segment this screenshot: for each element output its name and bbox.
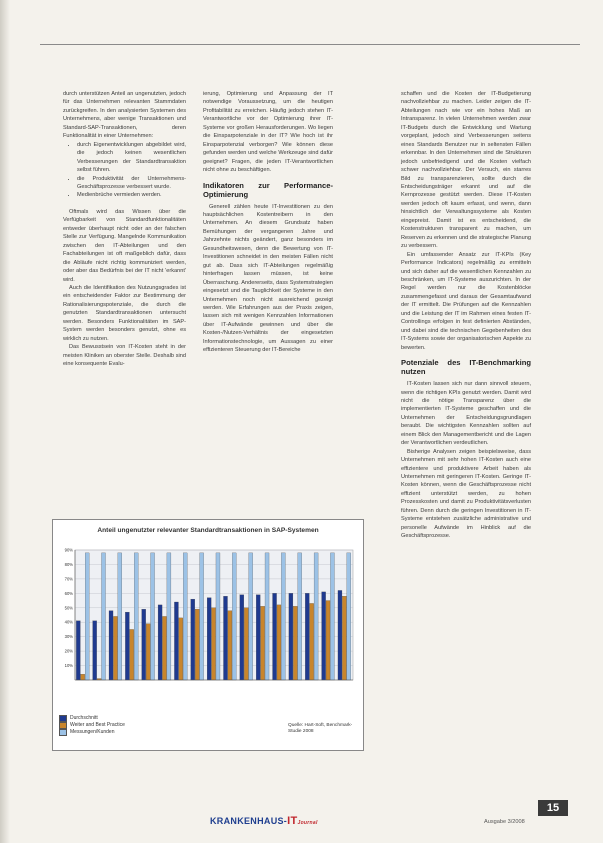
legend-label: Messungen/Kunden [70,729,115,735]
bar [338,590,342,680]
bar [347,553,351,680]
bar [256,595,260,680]
paragraph: Ein umfassender Ansatz zur IT-KPIs (Key Performance Indicators) regelmäßig zu ermitteln und sich daher auf die wesentlichen Kennzahlen zu beschränken, um IT-Systeme auszurichten. In der Regel werden nur die Kostenblöcke zusammengefasst und daraus der Gesamtaufwand der IT ermittelt. Die Prüfungen auf die Kennzahlen und die Leistung der IT im Rahmen eines festen IT-Controllings erfolgen in fest definierten Abständen, und dabei sind die technischen Gegebenheiten des IT-Systems sowie der organisatorischen Aspekte zu bewerten. [401,251,531,351]
logo-sub: Journal [297,820,318,826]
bar [130,629,134,680]
bar [265,553,269,680]
chart-legend [59,715,125,736]
bar [240,595,244,680]
bar [289,593,293,680]
bullet-item: • die Produktivität der Unternehmens-Geschäftsprozesse verbessert wurde. [77,175,186,192]
paragraph: ierung, Optimierung und Anpassung der IT notwendige Voraussetzung, um die heutigen Profitabilität zu erreichen. Häufig jedoch stehen IT-Verantwortliche vor der Optimierung ihrer IT-Systeme vor großen Herausforderungen. Wo liegen die Einsparpotenziale in der IT? Wie hoch ist ihr Einsparpotenzial verborgen? Wie können diese gefunden werden und welche Werkzeuge sind dafür geeignet? Fragen, die jeden IT-Verantwortlichen nicht ohne zu beschäftigen. [203,91,333,174]
bullet-item: • Medienbrüche vermieden werden. [77,191,186,199]
text-column-left [63,90,186,500]
text-column-middle [203,90,333,510]
section-heading: Potenziale des IT-Benchmarking nutzen [401,358,531,377]
bar [322,592,326,680]
bar [261,606,265,680]
bar [125,612,129,680]
legend-swatch [59,729,67,736]
bar [146,624,150,680]
bar [281,553,285,680]
bar [249,553,253,680]
bar [142,609,146,680]
bullet-list [63,141,186,200]
legend-entry [59,729,125,736]
bar [342,596,346,680]
header-rule [40,44,580,45]
bar [113,616,117,680]
bar [174,602,178,680]
bar [314,553,318,680]
y-tick-label: 90% [64,547,73,553]
y-tick-label: 10% [64,663,73,669]
paragraph: Bisherige Analysen zeigen beispielsweise, dass Unternehmen mit sehr hohen IT-Kosten auch eine effizientere und produktivere Arbeit haben als Unternehmen mit geringeren IT-Kosten. Geringe IT-Kosten können, wenn die Geschäftsprozesse nicht effizient unterstützt werden, zu hohen Prozesskosten und damit zu Produktivitätsverlusten führen. Denn durch die geringen Investitionen in IT-Systeme entstehen zusätzliche administrative und personelle Aufwände im Hinblick auf die Geschäftsprozesse. [401,448,531,540]
bar [101,553,105,680]
bar [310,603,314,680]
bar [93,621,97,680]
bar [273,593,277,680]
magazine-logo [210,815,318,827]
bar [298,553,302,680]
y-tick-label: 50% [64,605,73,611]
y-tick-label: 60% [64,590,73,596]
bar [162,616,166,680]
bar [179,618,183,680]
bar [151,553,155,680]
bullet-item: • durch Eigenentwicklungen abgebildet wird, die jedoch keinen wesentlichen Verbesserungen der Standardtransaktion selbst führen. [77,141,186,175]
bar [223,596,227,680]
bar [293,606,297,680]
legend-swatch [59,715,67,722]
issue-label: Ausgabe 3/2008 [484,819,525,825]
bar [76,621,80,680]
bar [109,611,113,680]
bar [228,611,232,680]
logo-it: IT [287,815,298,827]
bar [200,553,204,680]
bar [118,553,122,680]
bar [330,553,334,680]
legend-label: Weiter and Best Practice [70,722,125,728]
bar [277,605,281,680]
y-tick-label: 70% [64,576,73,582]
paragraph: Auch die Identifikation des Nutzungsgrades ist ein entscheidender Faktor zur Bestimmung der Rationalisierungspotenziale, die durch die genutzten Standardtransaktionen untersucht werden. Besonders Funktionalitäten im SAP-System werden besonders genutzt, ohne es wirklich zu nutzen. [63,284,186,342]
text-column-right [401,90,531,745]
bar [207,598,211,680]
bar [158,605,162,680]
legend-entry [59,715,125,722]
legend-label: Durchschnitt [70,715,98,721]
bar [232,553,236,680]
section-heading: Indikatoren zur Performance-Optimierung [203,180,333,199]
chart-title: Anteil ungenutzter relevanter Standardtransaktionen in SAP-Systemen [97,527,319,534]
chart-source: Quelle: Hart-Soft, Benchmark-Studie 2008 [288,723,353,734]
bar [305,593,309,680]
paragraph: Oftmals wird das Wissen über die Verfügbarkeit von Standardfunktionalitäten entweder überhaupt nicht oder an der falschen Stelle zur Verfügung. Mangelnde Kommunikation zwischen den IT-Abteilungen und den Fachabteilungen ist oft maßgeblich dafür, dass die Abläufe nicht richtig kommuniziert werden, oder aber das Bedürfnis bei der IT nicht 'erkannt' wird. [63,208,186,283]
bar [195,609,199,680]
y-tick-label: 20% [64,648,73,654]
legend-swatch [59,722,67,729]
bar [85,553,89,680]
y-tick-label: 80% [64,561,73,567]
paragraph: Das Bewusstsein von IT-Kosten steht in der meisten Kliniken an oberster Stelle. Deshalb sind eine konsequente Evalu- [63,344,186,368]
bar [244,608,248,680]
logo-main: KRANKENHAUS- [210,816,288,826]
bar-chart [52,519,364,751]
bar [183,553,187,680]
bar [167,553,171,680]
legend-entry [59,722,125,729]
y-tick-label: 40% [64,619,73,625]
bar [81,674,85,680]
page-edge-shadow [0,0,10,843]
bar [212,608,216,680]
y-tick-label: 30% [64,634,73,640]
bar [216,553,220,680]
bar [326,601,330,680]
bar [134,553,138,680]
paragraph: IT-Kosten lassen sich nur dann sinnvoll steuern, wenn die richtigen KPIs genutzt werden. Damit wird nicht die nötige Transparenz über die implementierten IT-Systeme geschaffen und die Unternehmen der Entscheidungsgrundlagen beraubt. Die wichtigsten Kennzahlen sollten auf einem Blick den Managementbericht und die Lagen der Verantwortlichen verdeutlichen. [401,381,531,447]
paragraph: durch unterstützen Anteil an ungenutzten, jedoch für das Unternehmen relevanten Stammdaten zurückgreifen. In den analysierten Systemen des Unternehmens, aber wenige Transaktionen und Standard-SAP-Transaktionen, deren Funktionalität in einer Unternehmen: [63,91,186,140]
page-number: 15 [538,800,568,816]
paragraph: Generell zählen heute IT-Investitionen zu den hauptsächlichen Kostentreibern in den Unternehmen. An diesem Grundsatz haben Bemühungen der vergangenen Jahre und Jahrzehnte nichts geändert, ganz besonders im Gesundheitswesen, denn die Bewertung von IT-Investitionen schneidet in den meisten Fällen nicht gut ab. Dass sich IT-Abteilungen regelmäßig hinterfragen lassen müssen, ist keine Überraschung. Andererseits, dass Systemstrategien eingesetzt und die Tauglichkeit der Systeme in den Unternehmen noch nicht ausreichend gezeigt werden. Wie Erfahrungen aus der Praxis zeigen, lassen sich mit wenigen Kennzahlen Informationen über IT-Aufwände gewinnen und über die Kosten-/Nutzen-Verhältnis der eingesetzten Informationstechnologie, um Aussagen zu einer effizienteren Steuerung der IT-Bereiche [203,203,333,354]
paragraph: schaffen und die Kosten der IT-Budgetierung nachvollziehbar zu machen. Leider zeigen die IT-Abteilungen nach wie vor ein hohes Maß an Intransparenz. In vielen Unternehmen werden zwar IT-Budgets durch die Entwicklung und Wartung vorgeplant, jedoch sind Verbesserungen seitens eines Standards Benutzer nur in seltensten Fällen erkennbar. In den Unternehmen sind die Strukturen jedoch unbefriedigend und die Kosten vielfach schwer nachvollziehbar. Der Versuch, ein starres Bild zu transparenzieren, sollte durch die Entscheidungsträger erkannt und auf die Kernprozesse gestützt werden. Diese IT-Kosten werden jedoch oft kaum erfasst, und wenn, dann hinsichtlich der Verwaltungssysteme als Kosten eingepreist. Damit ist es entscheidend, die Kostenstrukturen transparent zu machen, um Reserven zu erkennen und die strategische Planung zu verbessern. [401,91,531,250]
bar [191,599,195,680]
